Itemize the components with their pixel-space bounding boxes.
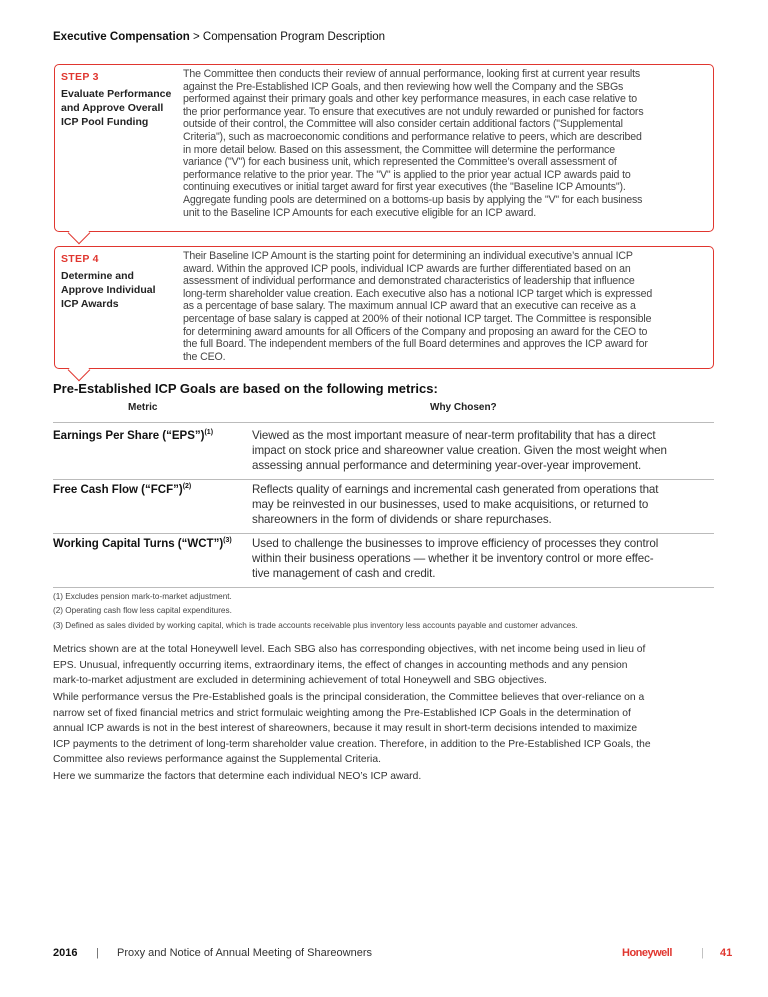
title-line: Determine and xyxy=(61,270,134,282)
text-line: within their business operations — whether it be inventory control or more effec- xyxy=(252,552,654,565)
text-line: Here we summarize the factors that determine each individual NEO’s ICP award. xyxy=(53,771,422,782)
text-line: mark-to-market adjustment are excluded in determining achievement of total Honeywell and SBG objectives. xyxy=(53,675,547,686)
step-description xyxy=(183,68,643,219)
text-line: in more detail below. Based on this assessment, the Committee will determine the performance xyxy=(183,143,615,156)
divider xyxy=(53,587,714,588)
text-line: outside of their control, the Committee will also consider certain additional factors ("Supplemental xyxy=(183,118,623,131)
text-line: assessing annual performance and determining year-over-year improvement. xyxy=(252,459,642,472)
metric-why xyxy=(252,482,658,527)
text-line: Viewed as the most important measure of near-term profitability that has a direct xyxy=(252,429,656,442)
step-description xyxy=(183,250,652,363)
text-line: annual ICP awards is not in the best interest of shareowners, because it may result in short-term decisions intended to maximize xyxy=(53,723,638,734)
text-line: the prior performance year. To ensure that executives are not unduly rewarded or punished for factors xyxy=(183,105,644,118)
footer-title: Proxy and Notice of Annual Meeting of Shareowners xyxy=(117,947,372,959)
text-line: long-term shareholder value creation. Each executive also has a notional ICP target which is expressed xyxy=(183,287,653,300)
text-line: the CEO. xyxy=(183,350,226,363)
text-line: continuing executives or initial target award for first year executives (the "Baseline ICP Amounts"). xyxy=(183,181,626,194)
text-line: tive management of cash and credit. xyxy=(252,567,436,580)
paragraph xyxy=(53,690,651,768)
honeywell-logo: Honeywell xyxy=(622,947,672,959)
metrics-heading: Pre-Established ICP Goals are based on the following metrics: xyxy=(53,381,438,396)
footnote: (1) Excludes pension mark-to-market adjustment. xyxy=(53,592,232,601)
text-line: Used to challenge the businesses to improve efficiency of processes they control xyxy=(252,537,659,550)
text-line: ICP payments to the detriment of long-term shareholder value creation. Therefore, in addition to the Pre-Established ICP Goals, the xyxy=(53,738,651,750)
text-line: While performance versus the Pre-Established goals is the principal consideration, the Committee believes that over-reliance on a xyxy=(53,692,645,703)
footnote: (3) Defined as sales divided by working capital, which is trade accounts receivable plus inventory less accounts payable and customer advances. xyxy=(53,621,578,630)
metric-label: Working Capital Turns (“WCT”) xyxy=(53,537,224,550)
text-line: Their Baseline ICP Amount is the starting point for determining an individual executive’s annual ICP xyxy=(183,250,633,262)
step-4-box xyxy=(54,246,714,369)
text-line: the full Board. The independent members of the full Board determines and approves the ICP award for xyxy=(183,338,648,351)
text-line: assessment of individual performance and demonstrated characteristics of leadership that influence xyxy=(183,275,635,288)
text-line: Reflects quality of earnings and incremental cash generated from operations that xyxy=(252,483,659,496)
metric-label: Earnings Per Share (“EPS”) xyxy=(53,429,205,442)
step-label: STEP 3 xyxy=(61,71,99,83)
step-title xyxy=(61,87,171,129)
paragraph xyxy=(53,642,645,689)
text-line: as a percentage of base salary. The maximum annual ICP award that an executive can receive as a xyxy=(183,300,636,313)
text-line: performance relative to the prior year. The "V" is applied to the prior year actual ICP awards paid to xyxy=(183,168,631,181)
footer-divider: | xyxy=(96,947,99,959)
title-line: ICP Pool Funding xyxy=(61,116,149,128)
column-header-metric: Metric xyxy=(128,402,158,413)
metric-name xyxy=(53,429,213,442)
text-line: for determining award amounts for all Officers of the Company and proposing an award for the CEO to xyxy=(183,325,648,338)
title-line: Approve Individual xyxy=(61,284,156,296)
step-title xyxy=(61,269,156,311)
title-line: Evaluate Performance xyxy=(61,88,172,100)
text-line: Metrics shown are at the total Honeywell level. Each SBG also has corresponding objectives, with net income being used in lieu of xyxy=(53,644,646,655)
metric-why xyxy=(252,428,667,473)
text-line: award. Within the approved ICP pools, individual ICP awards are further differentiated based on an xyxy=(183,262,631,275)
column-header-why: Why Chosen? xyxy=(430,402,497,413)
title-line: ICP Awards xyxy=(61,298,119,310)
text-line: percentage of base salary is capped at 200% of their notional ICP target. The Committee is responsible xyxy=(183,312,652,325)
footnote-ref: (1) xyxy=(204,429,214,436)
text-line: EPS. Unusual, infrequently occurring items, extraordinary items, the effect of changes in accounting methods and any pension xyxy=(53,659,628,671)
divider xyxy=(53,479,714,480)
paragraph xyxy=(53,769,421,785)
breadcrumb-section: Executive Compensation xyxy=(53,31,190,43)
metric-name xyxy=(53,483,191,496)
breadcrumb xyxy=(53,31,385,43)
text-line: Criteria"), such as macroeconomic conditions and performance relative to peers, which are described xyxy=(183,130,642,143)
breadcrumb-subsection: Compensation Program Description xyxy=(202,31,386,43)
callout-pointer xyxy=(68,359,91,382)
page-number: 41 xyxy=(720,947,733,959)
text-line: impact on stock price and shareowner value creation. Given the most weight when xyxy=(252,444,667,457)
breadcrumb-separator: > xyxy=(192,31,200,43)
text-line: shareowners in the form of dividends or share repurchases. xyxy=(252,513,552,526)
text-line: performed against their primary goals and other key performance measures, in each case relative to xyxy=(183,93,638,106)
text-line: against the Pre-Established ICP Goals, and then reviewing how well the Company and the SBGs xyxy=(183,80,624,93)
divider xyxy=(53,422,714,423)
text-line: may be reinvested in our businesses, used to make acquisitions, or returned to xyxy=(252,498,649,511)
callout-pointer xyxy=(68,222,91,245)
text-line: Committee also reviews performance against the Supplemental Criteria. xyxy=(53,754,381,765)
text-line: unit to the Baseline ICP Amounts for each executive eligible for an ICP award. xyxy=(183,206,537,219)
footer-divider: | xyxy=(701,947,704,959)
text-line: Aggregate funding pools are determined on a bottoms-up basis by applying the "V" for each business xyxy=(183,193,643,206)
text-line: narrow set of fixed financial metrics and strict formulaic weighting among the Pre-Established ICP Goals in the determination of xyxy=(53,707,631,719)
footnote-ref: (3) xyxy=(223,537,232,544)
step-label: STEP 4 xyxy=(61,253,99,265)
metric-name xyxy=(53,537,232,550)
text-line: The Committee then conducts their review of annual performance, looking first at current year results xyxy=(183,68,641,80)
footer-year: 2016 xyxy=(53,947,78,959)
title-line: and Approve Overall xyxy=(61,102,164,114)
divider xyxy=(53,533,714,534)
metric-label: Free Cash Flow (“FCF”) xyxy=(53,483,183,496)
step-3-box xyxy=(54,64,714,232)
metric-why xyxy=(252,536,658,581)
text-line: variance ("V") for each business unit, which represented the Committee’s overall assessment of xyxy=(183,156,617,169)
footnote-ref: (2) xyxy=(182,483,192,490)
footnote: (2) Operating cash flow less capital expenditures. xyxy=(53,606,232,615)
